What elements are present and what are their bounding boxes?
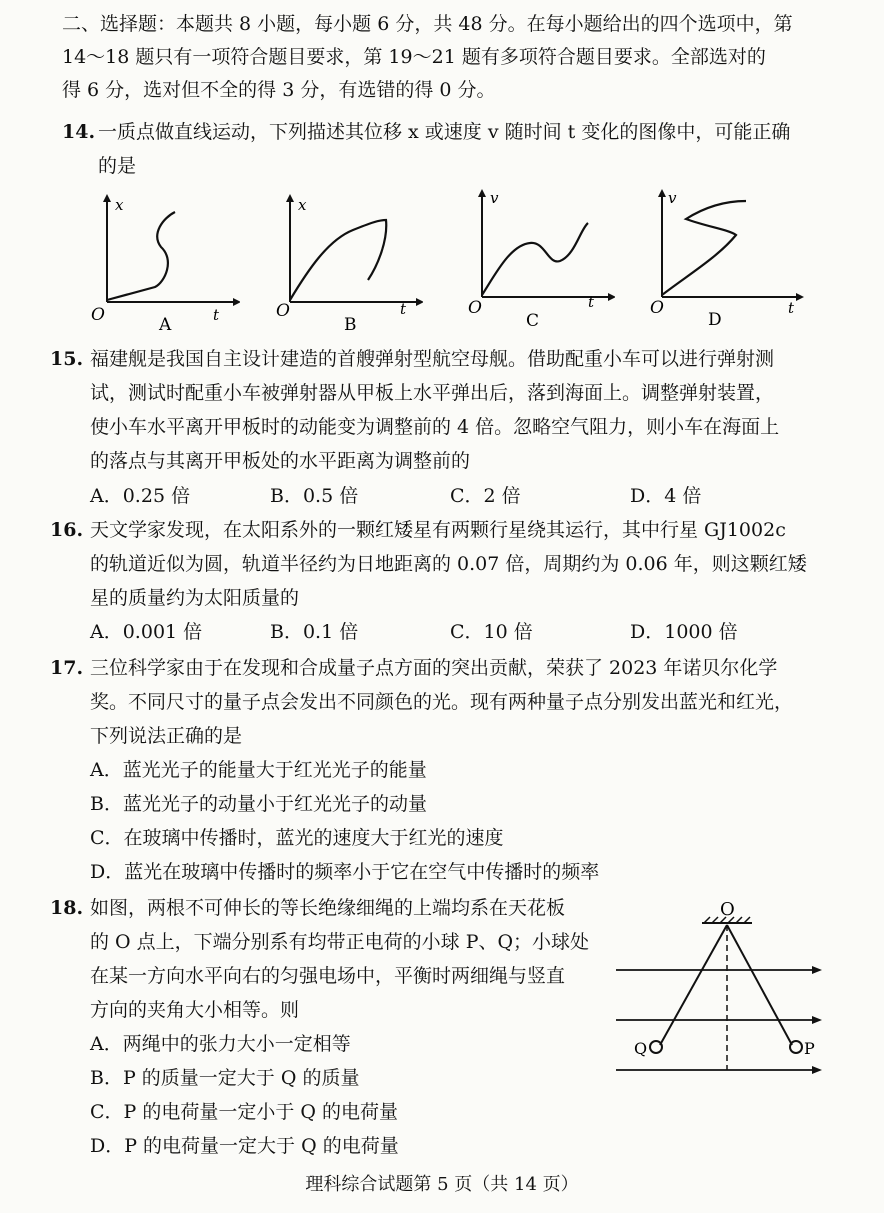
- q16-number: 16.: [50, 519, 84, 541]
- graph-d-xaxis: t: [788, 299, 795, 317]
- q16-stem-1: 天文学家发现，在太阳系外的一颗红矮星有两颗行星绕其运行，其中行星 GJ1002c: [90, 519, 786, 541]
- graph-c-yaxis: v: [490, 189, 499, 207]
- q18-stem-3: 在某一方向水平向右的匀强电场中，平衡时两细绳与竖直: [90, 965, 566, 987]
- q14-stem-1: 一质点做直线运动，下列描述其位移 x 或速度 v 随时间 t 变化的图像中，可能正确: [98, 121, 791, 143]
- q18-stem-2: 的 O 点上，下端分别系有均带正电荷的小球 P、Q；小球处: [90, 931, 590, 953]
- q17-stem-2: 奖。不同尺寸的量子点会发出不同颜色的光。现有两种量子点分别发出蓝光和红光，: [90, 691, 794, 713]
- graph-a-curve: [107, 212, 175, 300]
- q16-option-a: A．0.001 倍: [90, 621, 203, 643]
- q18-ball-left: [650, 1041, 662, 1053]
- graph-b-label: B: [344, 315, 357, 335]
- section-line-2: 14～18 题只有一项符合题目要求，第 19～21 题有多项符合题目要求。全部选对的: [62, 46, 766, 68]
- q17-option-a: A．蓝光光子的能量大于红光光子的能量: [90, 759, 427, 781]
- q18-option-a: A．两绳中的张力大小一定相等: [90, 1033, 351, 1055]
- q17-stem-1: 三位科学家由于在发现和合成量子点方面的突出贡献，荣获了 2023 年诺贝尔化学: [90, 657, 778, 679]
- q18-label-q: Q: [634, 1039, 648, 1058]
- q17-option-d: D．蓝光在玻璃中传播时的频率小于它在空气中传播时的频率: [90, 861, 600, 883]
- q18-option-b: B．P 的质量一定大于 Q 的质量: [90, 1067, 360, 1089]
- graph-d-curve: [662, 201, 746, 295]
- q15-option-a: A．0.25 倍: [90, 485, 191, 507]
- q18-stem-4: 方向的夹角大小相等。则: [90, 999, 300, 1021]
- q18-option-c: C．P 的电荷量一定小于 Q 的电荷量: [90, 1101, 399, 1123]
- graph-c-label: C: [526, 311, 540, 331]
- graph-b: [268, 190, 423, 340]
- graph-b-origin: O: [276, 301, 290, 321]
- q14-number: 14.: [62, 121, 96, 143]
- q18-label-p: P: [804, 1039, 815, 1058]
- q15-stem-4: 的落点与其离开甲板处的水平距离为调整前的: [90, 450, 471, 472]
- q15-option-d: D．4 倍: [630, 485, 702, 507]
- graph-a-origin: O: [91, 305, 105, 325]
- graph-a-yaxis: x: [115, 196, 124, 214]
- graph-c-curve: [482, 223, 588, 295]
- graph-c-origin: O: [468, 298, 482, 318]
- q18-number: 18.: [50, 897, 84, 919]
- graph-b-curve: [290, 220, 386, 300]
- graph-b-xaxis: t: [400, 300, 407, 318]
- q18-ball-right: [790, 1041, 802, 1053]
- graph-d-yaxis: v: [668, 189, 677, 207]
- graph-d-label: D: [708, 310, 722, 330]
- section-line-3: 得 6 分，选对但不全的得 3 分，有选错的得 0 分。: [62, 79, 496, 101]
- q16-stem-2: 的轨道近似为圆，轨道半径约为日地距离的 0.07 倍，周期约为 0.06 年，则这颗红矮: [90, 553, 807, 575]
- graph-b-yaxis: x: [298, 196, 307, 214]
- q15-number: 15.: [50, 348, 84, 370]
- graph-c-xaxis: t: [588, 293, 595, 311]
- q18-option-d: D．P 的电荷量一定大于 Q 的电荷量: [90, 1135, 399, 1157]
- graph-d: [648, 185, 808, 335]
- graph-d-origin: O: [650, 298, 664, 318]
- q17-number: 17.: [50, 657, 84, 679]
- q15-stem-2: 试，测试时配重小车被弹射器从甲板上水平弹出后，落到海面上。调整弹射装置，: [90, 382, 775, 404]
- q15-option-c: C．2 倍: [450, 485, 521, 507]
- graph-c: [460, 185, 615, 335]
- q16-option-c: C．10 倍: [450, 621, 533, 643]
- graph-a: [85, 190, 240, 340]
- q15-option-b: B．0.5 倍: [270, 485, 359, 507]
- q15-stem-1: 福建舰是我国自主设计建造的首艘弹射型航空母舰。借助配重小车可以进行弹射测: [90, 348, 775, 370]
- q17-option-b: B．蓝光光子的动量小于红光光子的动量: [90, 793, 427, 815]
- q16-stem-3: 星的质量约为太阳质量的: [90, 587, 300, 609]
- q17-stem-3: 下列说法正确的是: [90, 725, 243, 747]
- section-line-1: 二、选择题：本题共 8 小题，每小题 6 分，共 48 分。在每小题给出的四个选项中，第: [62, 13, 793, 35]
- q15-stem-3: 使小车水平离开甲板时的动能变为调整前的 4 倍。忽略空气阻力，则小车在海面上: [90, 416, 780, 438]
- graph-a-label: A: [159, 315, 172, 335]
- graph-a-xaxis: t: [213, 306, 220, 324]
- q14-stem-2: 的是: [98, 155, 137, 177]
- q18-stem-1: 如图，两根不可伸长的等长绝缘细绳的上端均系在天花板: [90, 897, 566, 919]
- page-footer: 理科综合试题第 5 页（共 14 页）: [305, 1174, 579, 1195]
- q16-option-b: B．0.1 倍: [270, 621, 359, 643]
- q16-option-d: D．1000 倍: [630, 621, 738, 643]
- q18-figure: [610, 895, 825, 1090]
- q17-option-c: C．在玻璃中传播时，蓝光的速度大于红光的速度: [90, 827, 504, 849]
- q18-point-o: O: [720, 899, 735, 920]
